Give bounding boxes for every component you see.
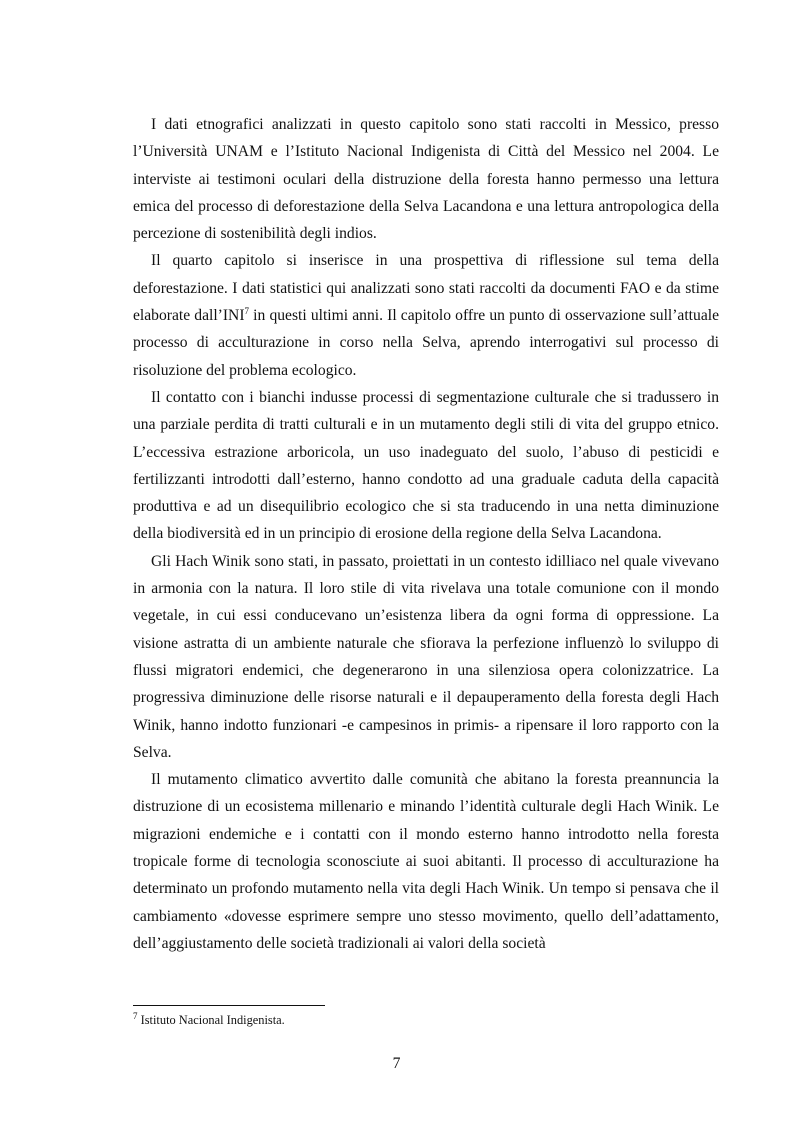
paragraph-1: I dati etnografici analizzati in questo capitolo sono stati raccolti in Messico, presso l’Università UNAM e l’Istituto Nacional Indigenista di Città del Messico nel 2004. Le interviste ai testimoni oculari della distruzione della foresta hanno permesso una lettura emica del processo di deforestazione della Selva Lacandona e una lettura antropologica della percezione di sostenibilità degli indios. [133,116,719,243]
footnote-reference: 7 [244,305,250,316]
paragraph-2-text-after: in questi ultimi anni. Il capitolo offre un punto di osservazione sull’attuale processo di acculturazione in corso nella Selva, aprendo interrogativi sul processo di risoluzione del problema ecologico. [133,307,719,379]
paragraph-5: Il mutamento climatico avvertito dalle comunità che abitano la foresta preannuncia la distruzione di un ecosistema millenario e minando l’identità culturale degli Hach Winik. Le migrazioni endemiche e i contatti con il mondo esterno hanno introdotto nella foresta tropicale forme di tecnologia sconosciute ai suoi abitanti. Il processo di acculturazione ha determinato un profondo mutamento nella vita degli Hach Winik. Un tempo si pensava che il cambiamento «dovesse esprimere sempre uno stesso movimento, quello dell’adattamento, dell’aggiustamento delle società tradizionali ai valori della società [133,771,719,952]
footnote-divider [133,1005,325,1006]
paragraph-2 [133,247,719,383]
page-number: 7 [392,1055,401,1072]
paragraph-4: Gli Hach Winik sono stati, in passato, proiettati in un contesto idilliaco nel quale vivevano in armonia con la natura. Il loro stile di vita rivelava una totale comunione con il mondo vegetale, in cui essi conducevano un’esistenza libera da ogni forma di oppressione. La visione astratta di un ambiente naturale che sfiorava la perfezione influenzò lo sviluppo di flussi migratori endemici, che degenerarono in una silenziosa opera colonizzatrice. La progressiva diminuzione delle risorse naturali e il depauperamento della foresta degli Hach Winik, hanno indotto funzionari -e campesinos in primis- a ripensare il loro rapporto con la Selva. [133,552,719,761]
footnote-number: 7 [133,1010,138,1021]
footnote-text: Istituto Nacional Indigenista. [137,1013,285,1027]
footnote [133,1012,719,1028]
paragraph-3: Il contatto con i bianchi indusse processi di segmentazione culturale che si tradussero in una parziale perdita di tratti culturali e in un mutamento degli stili di vita del gruppo etnico. L’eccessiva estrazione arboricola, un uso inadeguato del suolo, l’abuso di pesticidi e fertilizzanti introdotti dall’esterno, hanno condotto ad una graduale caduta della capacità produttiva e ad un disequilibrio ecologico che si sta traducendo in una netta diminuzione della biodiversità ed in un principio di erosione della regione della Selva Lacandona. [133,388,719,543]
body-text [133,111,719,957]
paragraph-2-text-before: Il quarto capitolo si inserisce in una prospettiva di riflessione sul tema della deforestazione. I dati statistici qui analizzati sono stati raccolti da documenti FAO e da stime elaborate dall’INI [133,252,719,325]
